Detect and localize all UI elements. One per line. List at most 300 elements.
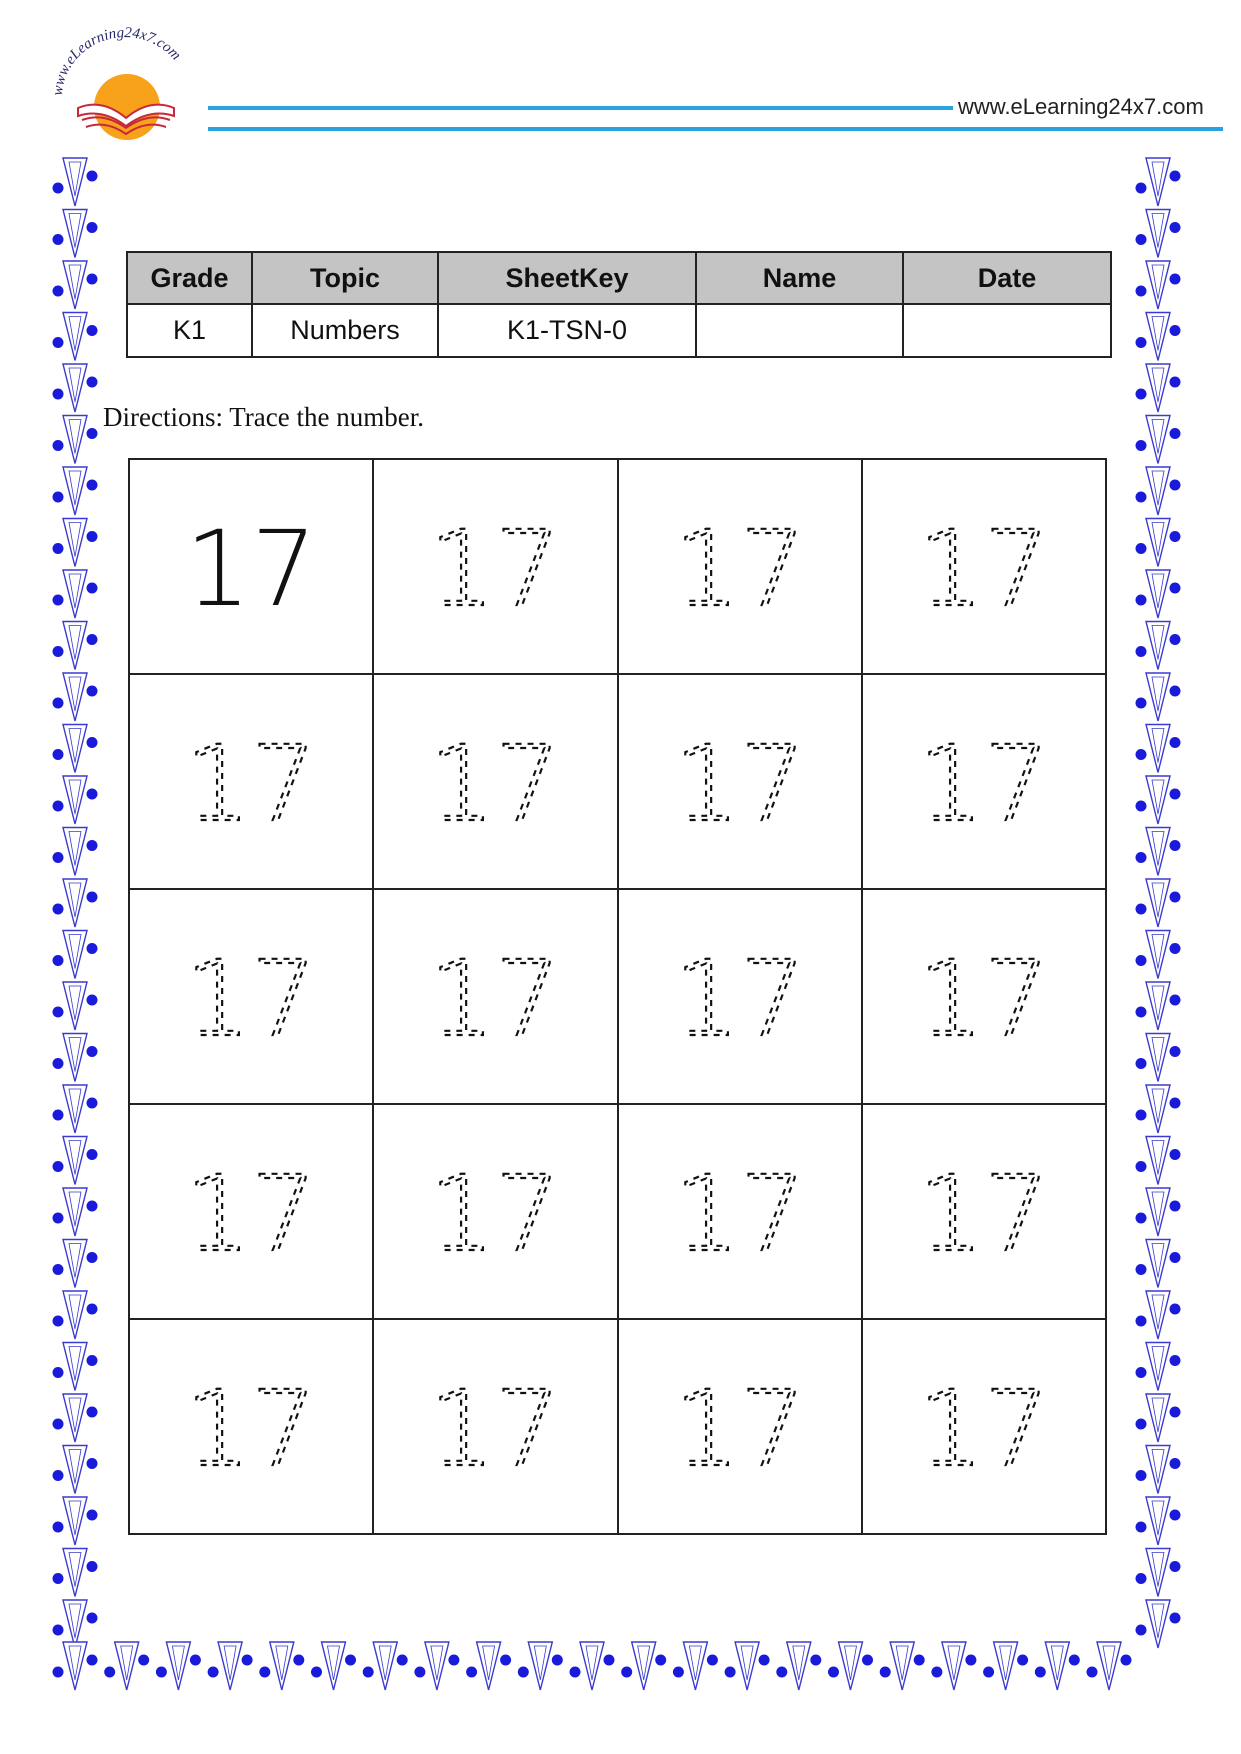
border-triangle [1146,1394,1170,1442]
border-dot [87,480,98,491]
border-ornament [53,364,98,412]
border-ornament [880,1642,925,1690]
border-ornament [53,673,98,721]
border-ornament [570,1642,615,1690]
border-dot [53,904,64,915]
border-dot [1069,1655,1080,1666]
border-triangle [1146,1034,1170,1082]
border-dot [87,583,98,594]
border-ornament [1136,1497,1181,1545]
trace-cell[interactable] [129,1319,373,1534]
border-dot [138,1655,149,1666]
border-dot [965,1655,976,1666]
border-ornament [53,416,98,464]
border-ornament [1136,673,1181,721]
border-dot [87,1407,98,1418]
border-triangle [477,1642,501,1690]
site-url: www.eLearning24x7.com [958,94,1204,119]
border-ornament [1136,982,1181,1030]
border-ornament [311,1642,356,1690]
border-dot [87,1304,98,1315]
border-dot [1136,1625,1147,1636]
border-ornament [53,931,98,979]
trace-cell[interactable] [618,1104,862,1319]
border-triangle [1146,725,1170,773]
border-dot [414,1667,425,1678]
border-triangle [63,1188,87,1236]
border-dot [87,1510,98,1521]
trace-cell[interactable] [373,889,617,1104]
border-triangle [1146,467,1170,515]
border-ornament [1136,467,1181,515]
border-ornament [1136,261,1181,309]
border-dot [53,595,64,606]
border-dot [880,1667,891,1678]
border-triangle [63,313,87,361]
header-name: Name [696,252,903,304]
border-dot [1170,1098,1181,1109]
trace-cell[interactable] [618,889,862,1104]
border-triangle [373,1642,397,1690]
border-dot [53,492,64,503]
trace-cell[interactable] [618,459,862,674]
border-ornament [1136,158,1181,206]
border-dot [707,1655,718,1666]
border-triangle [425,1642,449,1690]
border-ornament [53,158,98,206]
trace-cell[interactable] [618,674,862,889]
border-dot [87,840,98,851]
border-dot [53,440,64,451]
border-ornament [983,1642,1028,1690]
border-triangle [683,1642,707,1690]
border-dot [1136,1367,1147,1378]
number-glyph: 17 [429,1367,562,1490]
border-dot [87,1201,98,1212]
name-field[interactable] [696,304,903,357]
border-triangle [1146,261,1170,309]
border-ornament [1087,1642,1132,1690]
border-triangle [1146,776,1170,824]
tracing-grid [128,458,1107,1535]
border-dot [621,1667,632,1678]
border-dot [87,686,98,697]
border-dot [53,1573,64,1584]
border-dot [1170,892,1181,903]
border-ornament [53,982,98,1030]
border-triangle [1146,931,1170,979]
border-ornament [53,1137,98,1185]
border-triangle [1146,158,1170,206]
trace-cell[interactable] [862,1319,1106,1534]
border-triangle [1146,673,1170,721]
border-triangle [735,1642,759,1690]
border-dot [1087,1667,1098,1678]
border-triangle [1146,313,1170,361]
border-dot [259,1667,270,1678]
border-dot [311,1667,322,1678]
number-glyph: 17 [673,722,806,845]
logo-text: www.eLearning24x7.com [49,25,184,97]
border-dot [53,234,64,245]
border-ornament [53,210,98,258]
trace-cell[interactable] [129,889,373,1104]
border-dot [53,1367,64,1378]
border-dot [53,1470,64,1481]
border-dot [1170,1407,1181,1418]
border-ornament [828,1642,873,1690]
border-ornament [1136,1343,1181,1391]
border-ornament [53,879,98,927]
number-glyph: 17 [184,1367,318,1490]
border-triangle [63,416,87,464]
traceable-number [184,1367,318,1490]
border-dot [53,749,64,760]
border-dot [1136,389,1147,400]
border-ornament [1136,1291,1181,1339]
border-dot [810,1655,821,1666]
number-glyph: 17 [184,722,318,845]
border-triangle [942,1642,966,1690]
border-dot [1136,234,1147,245]
border-dot [104,1667,115,1678]
border-dot [1136,904,1147,915]
traceable-number [429,937,562,1060]
border-ornament [1136,1394,1181,1442]
traceable-number [184,1152,318,1275]
border-dot [87,1613,98,1624]
border-dot [1136,1007,1147,1018]
border-triangle [63,210,87,258]
border-dot [1136,1110,1147,1121]
border-triangle [63,673,87,721]
border-dot [1170,377,1181,388]
border-ornament [1136,1034,1181,1082]
border-ornament [53,570,98,618]
traceable-number [673,937,806,1060]
border-ornament [1136,1549,1181,1597]
border-dot [1170,840,1181,851]
border-dot [53,543,64,554]
border-dot [87,892,98,903]
trace-cell[interactable] [862,459,1106,674]
border-ornament [1136,313,1181,361]
border-ornament [621,1642,666,1690]
traceable-number [917,722,1051,845]
border-dot [1170,325,1181,336]
border-dot [156,1667,167,1678]
header-grade: Grade [127,252,252,304]
sheetkey-value: K1-TSN-0 [438,304,696,357]
border-ornament [53,467,98,515]
border-ornament [53,1291,98,1339]
border-dot [1136,1058,1147,1069]
border-triangle [63,1446,87,1494]
border-ornament [363,1642,408,1690]
number-glyph: 17 [673,507,806,630]
border-dot [862,1655,873,1666]
border-triangle [218,1642,242,1690]
border-dot [1136,1316,1147,1327]
border-ornament [776,1642,821,1690]
header-sheetkey: SheetKey [438,252,696,304]
trace-cell[interactable] [129,1104,373,1319]
border-ornament [259,1642,304,1690]
border-dot [983,1667,994,1678]
border-triangle [270,1642,294,1690]
border-dot [345,1655,356,1666]
border-dot [1136,1522,1147,1533]
border-dot [87,428,98,439]
border-ornament [53,1240,98,1288]
trace-cell[interactable] [862,674,1106,889]
border-triangle [1146,1240,1170,1288]
model-number [184,507,318,630]
border-triangle [63,158,87,206]
border-dot [53,1058,64,1069]
border-dot [53,1213,64,1224]
border-triangle [1146,1497,1170,1545]
border-triangle [1146,622,1170,670]
border-ornament [53,622,98,670]
border-dot [87,995,98,1006]
border-triangle [63,261,87,309]
border-dot [1136,183,1147,194]
border-dot [363,1667,374,1678]
trace-cell[interactable] [373,1319,617,1534]
traceable-number [673,1152,806,1275]
border-dot [1170,171,1181,182]
number-glyph: 17 [184,507,318,630]
traceable-number [429,1152,562,1275]
traceable-number [184,937,318,1060]
border-dot [293,1655,304,1666]
border-ornament [1136,1137,1181,1185]
border-dot [87,1655,98,1666]
border-triangle [63,1600,87,1648]
border-triangle [1146,982,1170,1030]
border-dot [1136,1264,1147,1275]
border-dot [190,1655,201,1666]
border-dot [1170,274,1181,285]
traceable-number [429,722,562,845]
trace-cell[interactable] [373,1104,617,1319]
traceable-number [917,937,1051,1060]
border-dot [1121,1655,1132,1666]
border-dot [87,1458,98,1469]
border-dot [87,1098,98,1109]
border-dot [725,1667,736,1678]
border-ornament [1136,416,1181,464]
border-dot [931,1667,942,1678]
trace-cell[interactable] [373,674,617,889]
traceable-number [429,1367,562,1490]
border-dot [53,955,64,966]
border-ornament [53,828,98,876]
border-dot [1170,583,1181,594]
border-dot [87,1355,98,1366]
number-glyph: 17 [673,1367,806,1490]
border-dot [87,1561,98,1572]
traceable-number [673,722,806,845]
border-dot [1170,1252,1181,1263]
border-ornament [1136,210,1181,258]
border-triangle [1146,1291,1170,1339]
border-dot [655,1655,666,1666]
border-dot [1170,1201,1181,1212]
border-ornament [1136,519,1181,567]
border-dot [53,337,64,348]
border-dot [1170,1046,1181,1057]
number-glyph: 17 [429,937,562,1060]
border-triangle [115,1642,139,1690]
traceable-number [673,1367,806,1490]
border-ornament [466,1642,511,1690]
topic-value: Numbers [252,304,438,357]
border-ornament [53,1497,98,1545]
border-dot [87,531,98,542]
number-glyph: 17 [673,1152,806,1275]
traceable-number [673,507,806,630]
border-ornament [53,1446,98,1494]
border-triangle [63,1034,87,1082]
border-dot [208,1667,219,1678]
border-dot [1136,543,1147,554]
border-triangle [63,879,87,927]
border-ornament [1136,879,1181,927]
trace-cell[interactable] [373,459,617,674]
border-triangle [63,1549,87,1597]
number-glyph: 17 [917,722,1051,845]
border-dot [1170,1561,1181,1572]
border-dot [1136,1573,1147,1584]
border-dot [87,1046,98,1057]
border-ornament [1136,622,1181,670]
border-dot [53,1667,64,1678]
border-ornament [53,313,98,361]
border-dot [87,1149,98,1160]
border-triangle [63,1240,87,1288]
border-ornament [53,725,98,773]
border-triangle [63,1394,87,1442]
border-ornament [518,1642,563,1690]
trace-cell[interactable] [862,1104,1106,1319]
border-ornament [208,1642,253,1690]
border-dot [570,1667,581,1678]
border-dot [53,183,64,194]
trace-cell[interactable] [129,459,373,674]
border-dot [1170,222,1181,233]
border-dot [87,222,98,233]
border-triangle [839,1642,863,1690]
border-triangle [890,1642,914,1690]
trace-cell[interactable] [618,1319,862,1534]
border-ornament [156,1642,201,1690]
trace-cell[interactable] [862,889,1106,1104]
border-ornament [1136,364,1181,412]
border-dot [1170,1613,1181,1624]
border-ornament [931,1642,976,1690]
border-dot [466,1667,477,1678]
directions-text: Directions: Trace the number. [103,402,424,432]
border-ornament [53,1188,98,1236]
border-dot [53,389,64,400]
border-dot [87,737,98,748]
border-dot [53,1264,64,1275]
border-dot [604,1655,615,1666]
border-dot [53,1161,64,1172]
info-table-header-row [127,252,1111,304]
border-triangle [1146,416,1170,464]
border-ornament [53,1343,98,1391]
trace-cell[interactable] [129,674,373,889]
traceable-number [917,1152,1051,1275]
border-dot [53,1625,64,1636]
number-glyph: 17 [429,507,562,630]
border-triangle [580,1642,604,1690]
border-triangle [632,1642,656,1690]
border-ornament [1035,1642,1080,1690]
border-triangle [63,828,87,876]
border-triangle [63,364,87,412]
border-ornament [53,1394,98,1442]
border-triangle [63,622,87,670]
border-dot [1136,1419,1147,1430]
border-dot [87,789,98,800]
number-glyph: 17 [917,1152,1051,1275]
border-triangle [63,467,87,515]
border-dot [1017,1655,1028,1666]
border-ornament [1136,1240,1181,1288]
border-ornament [414,1642,459,1690]
border-triangle [322,1642,346,1690]
border-dot [1170,1458,1181,1469]
border-dot [776,1667,787,1678]
date-field[interactable] [903,304,1111,357]
border-dot [87,274,98,285]
border-triangle [63,1085,87,1133]
border-dot [1170,1304,1181,1315]
border-dot [53,1316,64,1327]
number-glyph: 17 [184,937,318,1060]
border-triangle [63,1343,87,1391]
border-dot [1170,634,1181,645]
number-glyph: 17 [917,1367,1051,1490]
border-triangle [787,1642,811,1690]
border-triangle [63,1497,87,1545]
traceable-number [917,507,1051,630]
number-glyph: 17 [917,937,1051,1060]
border-dot [759,1655,770,1666]
border-dot [1170,428,1181,439]
border-ornament [1136,931,1181,979]
border-dot [1170,943,1181,954]
border-dot [53,801,64,812]
border-ornament [53,261,98,309]
border-triangle [1146,1343,1170,1391]
border-dot [1136,1470,1147,1481]
border-triangle [63,1642,87,1690]
border-ornament [53,1600,98,1648]
border-triangle [63,570,87,618]
border-triangle [994,1642,1018,1690]
border-ornament [1136,1600,1181,1648]
border-triangle [63,776,87,824]
border-dot [1136,440,1147,451]
border-ornament [1136,1446,1181,1494]
border-ornament [53,1642,98,1690]
border-dot [87,171,98,182]
